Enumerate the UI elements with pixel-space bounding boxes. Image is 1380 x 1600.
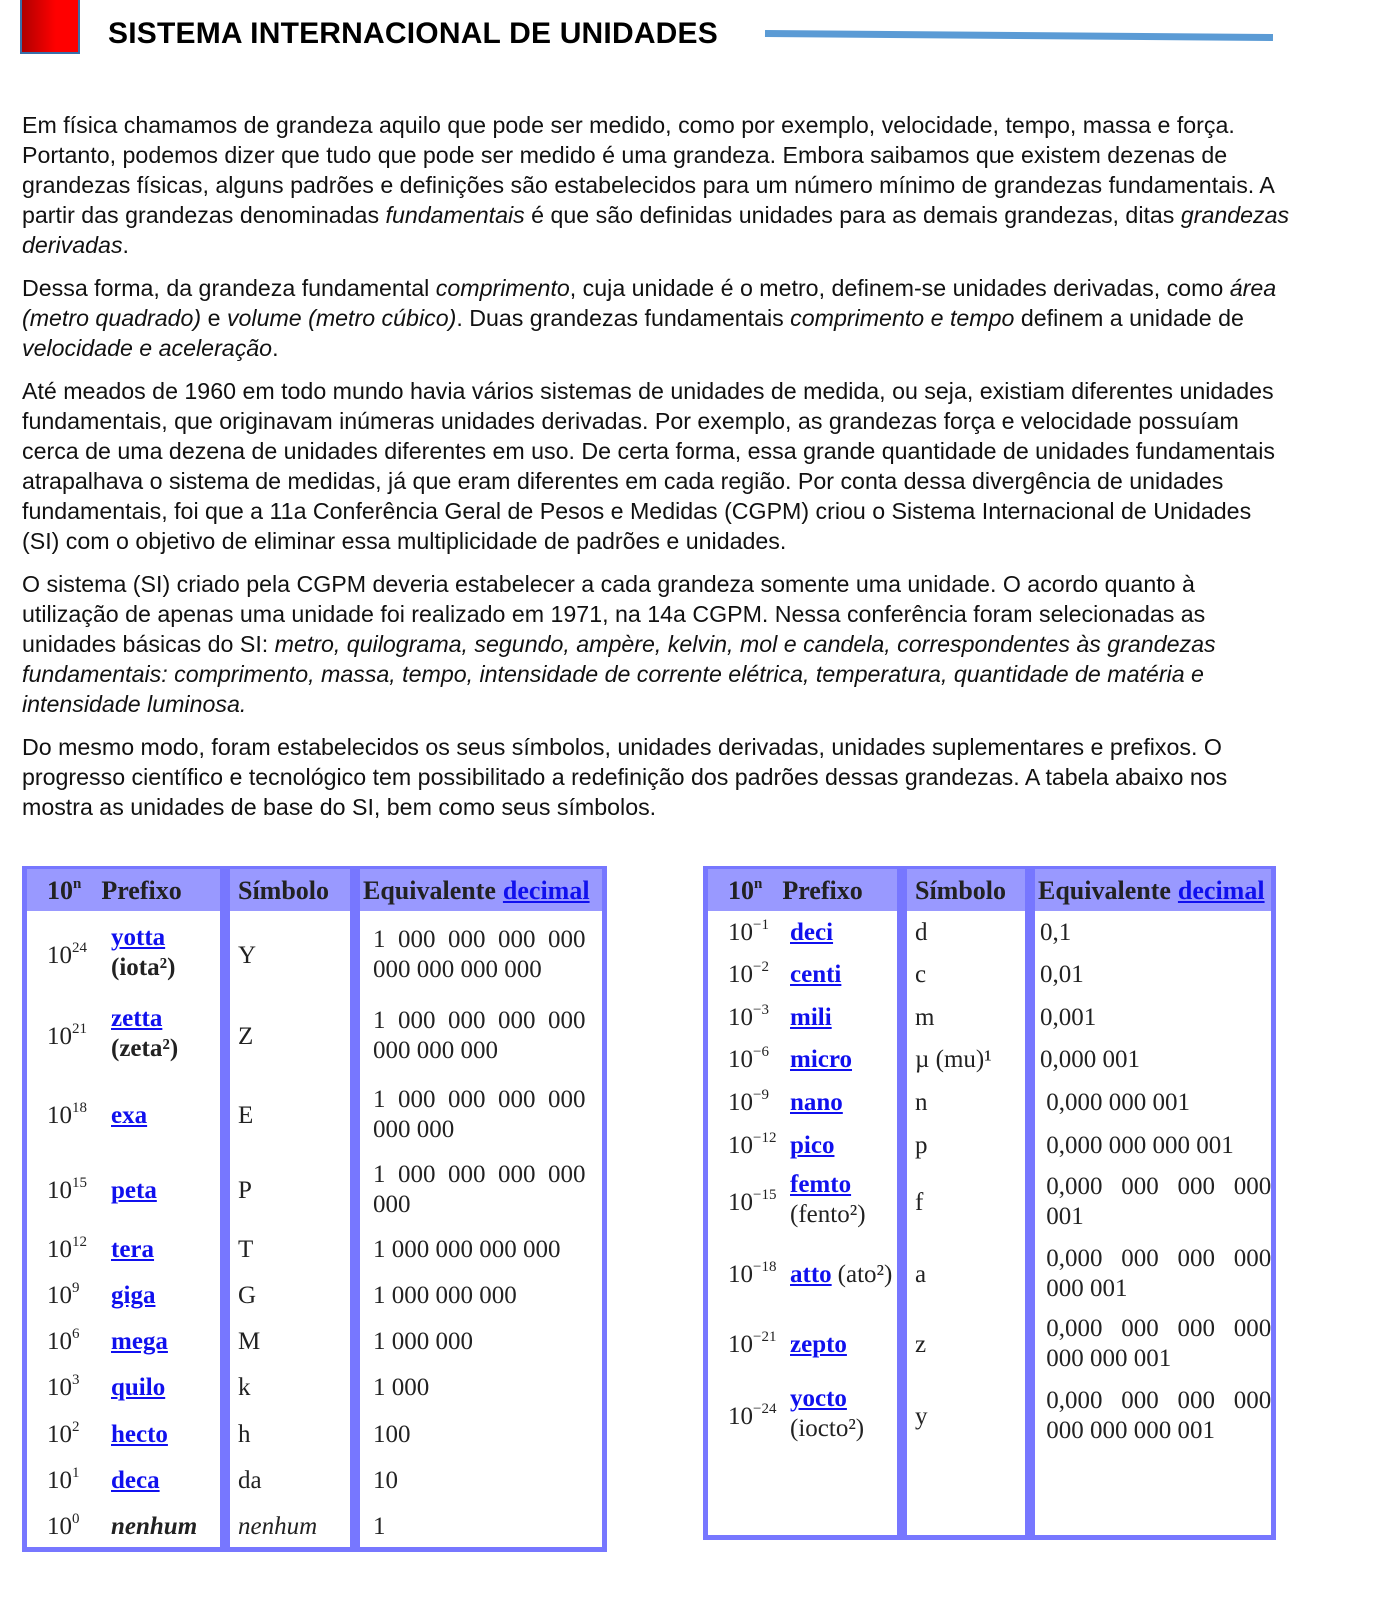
prefix-cell — [111, 923, 175, 983]
symbol-cell: z — [915, 1331, 927, 1358]
prefix-cell — [790, 1170, 866, 1230]
prefix-alt: (fento²) — [790, 1201, 866, 1228]
column-header — [27, 869, 220, 911]
equivalent-column — [1030, 866, 1276, 1540]
prefix-link[interactable]: pico — [790, 1132, 835, 1159]
power-base: 10 — [728, 1004, 753, 1031]
power-base: 10 — [47, 1421, 72, 1448]
power-base: 10 — [728, 1261, 753, 1288]
equivalent-cell — [373, 1235, 561, 1265]
header-equivalent: Equivalente — [1038, 876, 1171, 905]
prefix-cell — [111, 1281, 155, 1311]
column-header — [1035, 869, 1271, 911]
power-cell — [47, 1373, 80, 1403]
prefix-cell — [790, 1088, 843, 1118]
power-base: 10 — [47, 1328, 72, 1355]
symbol-cell: G — [238, 1282, 257, 1309]
power-exponent: 24 — [72, 940, 87, 956]
equivalent-line: 0,001 — [1040, 1004, 1097, 1031]
equivalent-cell — [1040, 918, 1071, 948]
power-cell — [728, 918, 769, 948]
equivalent-cell — [1040, 1386, 1271, 1446]
body-text — [22, 110, 1292, 835]
prefix-link[interactable]: zepto — [790, 1331, 847, 1358]
power-base: 10 — [728, 1331, 753, 1358]
column-header — [907, 869, 1025, 911]
equivalent-column — [355, 866, 607, 1552]
power-cell — [728, 1330, 776, 1360]
symbol-cell: k — [238, 1374, 251, 1401]
power-base: 10 — [728, 1046, 753, 1073]
prefix-link[interactable]: exa — [111, 1102, 148, 1129]
prefix-cell — [111, 1373, 165, 1403]
prefix-column — [22, 866, 225, 1552]
equivalent-cell — [373, 1006, 586, 1066]
prefix-cell — [790, 1045, 852, 1075]
power-cell — [728, 1088, 769, 1118]
equivalent-cell — [373, 1373, 429, 1403]
equivalent-line: 000 000 000 — [373, 1037, 498, 1064]
text-span: . — [272, 335, 279, 361]
equivalent-cell — [1040, 1045, 1140, 1075]
power-exponent: −18 — [753, 1259, 777, 1275]
equivalent-cell — [373, 1281, 517, 1311]
prefix-link[interactable]: deci — [790, 919, 834, 946]
prefix-link[interactable]: quilo — [111, 1374, 166, 1401]
prefix-cell — [790, 918, 833, 948]
symbol-cell: da — [238, 1467, 262, 1494]
symbol-cell: f — [915, 1189, 924, 1216]
power-base: 10 — [47, 942, 72, 969]
header-equivalent: Equivalente — [363, 876, 496, 905]
prefix-cell — [790, 1260, 892, 1290]
symbol-cell: y — [915, 1403, 928, 1430]
italic-text: metro, quilograma, segundo, ampère, kelvin, mol e candela, correspondentes às grandezas fundamentais: comprimento, massa, tempo, intensidade de corrente elétrica, temperatura, quantidade de matéria e intensidade luminosa. — [22, 631, 1216, 717]
title-red-marker — [20, 0, 80, 54]
symbol-cell: n — [915, 1089, 928, 1116]
paragraph — [22, 110, 1292, 260]
prefix-alt: (ato²) — [837, 1261, 893, 1288]
equivalent-line: 1 000 — [373, 1374, 430, 1401]
prefix-link[interactable]: hecto — [111, 1421, 168, 1448]
power-base: 10 — [728, 1189, 753, 1216]
symbol-cell: a — [915, 1261, 927, 1288]
column-header — [360, 869, 602, 911]
header-symbol: Símbolo — [915, 876, 1007, 905]
power-exponent: 12 — [72, 1234, 87, 1250]
equivalent-cell — [1040, 1314, 1271, 1374]
power-cell — [47, 1101, 87, 1131]
power-exponent: 6 — [72, 1326, 80, 1342]
prefix-cell — [111, 1235, 154, 1265]
power-cell — [728, 960, 769, 990]
equivalent-line: 1 000 000 000 000 — [373, 1161, 586, 1188]
paragraph — [22, 569, 1292, 719]
prefix-none: nenhum — [111, 1513, 198, 1540]
header-symbol: Símbolo — [238, 876, 330, 905]
equivalent-cell — [373, 925, 586, 985]
power-cell — [728, 1188, 776, 1218]
text-span: . Duas grandezas fundamentais — [456, 305, 791, 331]
italic-text: volume (metro cúbico) — [226, 305, 457, 331]
symbol-cell: c — [915, 961, 927, 988]
prefix-alt: (iota²) — [111, 954, 176, 981]
header-power-exp: n — [73, 876, 82, 892]
power-exponent: −24 — [753, 1401, 777, 1417]
prefix-cell — [111, 1420, 168, 1450]
text-span: Em física chamamos de grandeza aquilo que pode ser medido, como por exemplo, velocidade, tempo, massa e força. Portanto, podemos dizer que tudo que pode ser medido é uma grandeza. Embora saibamos que existem dezenas de grandezas físicas, alguns padrões e definições são estabelecidos para um número mínimo de grandezas fundamentais. A partir das grandezas denominadas — [22, 112, 1274, 228]
equivalent-line: 0,000 000 000 000 — [1040, 1245, 1272, 1272]
column-header — [708, 869, 897, 911]
power-exponent: 0 — [72, 1511, 80, 1527]
power-exponent: 18 — [72, 1100, 87, 1116]
prefix-link[interactable]: centi — [790, 961, 842, 988]
equivalent-line: 0,000 000 000 000 — [1040, 1315, 1272, 1342]
equivalent-line: 000 000 000 000 — [373, 956, 542, 983]
symbol-cell: h — [238, 1421, 251, 1448]
text-span: Até meados de 1960 em todo mundo havia vários sistemas de unidades de medida, ou seja, existiam diferentes unidades fundamentais, que originavam inúmeras unidades derivadas. Por exemplo, as grandezas força e velocidade possuíam cerca de uma dezena de unidades diferentes em uso. De certa forma, essa grande quantidade de unidades fundamentais atrapalhava o sistema de medidas, já que eram diferentes em cada região. Por conta dessa divergência de unidades fundamentais, foi que a 11a Conferência Geral de Pesos e Medidas (CGPM) criou o Sistema Internacional de Unidades (SI) com o objetivo de eliminar essa multiplicidade de padrões e unidades. — [22, 378, 1275, 554]
power-cell — [728, 1260, 776, 1290]
power-base: 10 — [47, 1102, 72, 1129]
power-base: 10 — [47, 1374, 72, 1401]
power-base: 10 — [728, 961, 753, 988]
equivalent-cell — [373, 1327, 473, 1357]
power-exponent: 9 — [72, 1280, 80, 1296]
header-power: 10 — [47, 876, 73, 905]
prefix-cell — [790, 960, 841, 990]
prefix-link[interactable]: giga — [111, 1282, 156, 1309]
power-cell — [47, 1466, 80, 1496]
equivalent-line: 0,1 — [1040, 919, 1072, 946]
power-cell — [47, 1420, 80, 1450]
power-exponent: −21 — [753, 1329, 777, 1345]
power-base: 10 — [47, 1177, 72, 1204]
equivalent-line: 000 000 — [373, 1116, 455, 1143]
symbol-column — [225, 866, 355, 1552]
page-title: SISTEMA INTERNACIONAL DE UNIDADES — [108, 17, 718, 50]
prefix-cell — [111, 1466, 160, 1496]
symbol-cell: p — [915, 1132, 928, 1159]
prefix-link[interactable]: zetta — [111, 1005, 163, 1032]
equivalent-line: 1 000 000 — [373, 1328, 473, 1355]
prefix-link[interactable]: yocto — [790, 1385, 847, 1412]
equivalent-line: 0,000 000 001 — [1040, 1089, 1190, 1116]
equivalent-line: 1 000 000 000 000 — [373, 926, 586, 953]
text-span: definem a unidade de — [1014, 305, 1244, 331]
power-exponent: −3 — [753, 1002, 769, 1018]
paragraph — [22, 273, 1292, 363]
symbol-cell: m — [915, 1004, 935, 1031]
equivalent-cell — [1040, 960, 1084, 990]
equivalent-line: 0,000 001 — [1040, 1046, 1140, 1073]
italic-text: grandezas derivadas — [22, 202, 1290, 258]
power-base: 10 — [47, 1236, 72, 1263]
power-exponent: 15 — [72, 1175, 87, 1191]
prefix-link[interactable]: nano — [790, 1089, 843, 1116]
equivalent-line: 1 — [373, 1513, 386, 1540]
text-span: Do mesmo modo, foram estabelecidos os seus símbolos, unidades derivadas, unidades suplementares e prefixos. O progresso científico e tecnológico tem possibilitado a redefinição dos padrões dessas grandezas. A tabela abaixo nos mostra as unidades de base do SI, bem como seus símbolos. — [22, 734, 1228, 820]
symbol-cell: M — [238, 1328, 261, 1355]
power-exponent: −12 — [753, 1130, 777, 1146]
equivalent-line: 0,000 000 000 000 — [1040, 1173, 1272, 1200]
equivalent-cell — [1040, 1131, 1234, 1161]
header-prefix: Prefixo — [782, 876, 863, 905]
header-power: 10 — [728, 876, 754, 905]
symbol-cell: Y — [238, 942, 257, 969]
symbol-cell: E — [238, 1102, 254, 1129]
prefix-link[interactable]: atto — [790, 1261, 832, 1288]
power-exponent: −1 — [753, 917, 769, 933]
equivalent-line: 000 — [373, 1191, 411, 1218]
equivalent-cell — [1040, 1088, 1190, 1118]
power-exponent: −15 — [753, 1187, 777, 1203]
prefix-cell — [111, 1512, 197, 1542]
equivalent-cell — [373, 1085, 586, 1145]
power-base: 10 — [47, 1513, 72, 1540]
prefix-column — [703, 866, 902, 1540]
power-base: 10 — [728, 1132, 753, 1159]
equivalent-line: 100 — [373, 1421, 411, 1448]
equivalent-cell — [1040, 1003, 1096, 1033]
power-exponent: 3 — [72, 1372, 80, 1388]
decimal-link[interactable]: decimal — [502, 876, 590, 905]
power-exponent: −2 — [753, 959, 769, 975]
decimal-link[interactable]: decimal — [1177, 876, 1265, 905]
equivalent-cell — [1040, 1172, 1271, 1232]
power-base: 10 — [728, 1089, 753, 1116]
text-span: é que são definidas unidades para as demais grandezas, ditas — [524, 202, 1181, 228]
equivalent-line: 000 000 001 — [1040, 1345, 1172, 1372]
title-divider-line — [765, 30, 1273, 41]
power-base: 10 — [47, 1282, 72, 1309]
equivalent-cell — [1040, 1244, 1271, 1304]
equivalent-cell — [373, 1512, 386, 1542]
italic-text: velocidade e aceleração — [22, 335, 273, 361]
power-base: 10 — [728, 1403, 753, 1430]
equivalent-line: 0,000 000 000 001 — [1040, 1132, 1234, 1159]
power-cell — [47, 1327, 80, 1357]
power-cell — [47, 941, 87, 971]
prefix-alt: (zeta²) — [111, 1035, 179, 1062]
prefix-cell — [111, 1101, 147, 1131]
symbol-cell: d — [915, 919, 928, 946]
power-cell — [728, 1045, 769, 1075]
symbol-cell: Z — [238, 1023, 254, 1050]
power-exponent: 21 — [72, 1021, 87, 1037]
power-cell — [728, 1402, 776, 1432]
prefix-cell — [111, 1176, 157, 1206]
text-span: . — [122, 232, 129, 258]
equivalent-cell — [373, 1420, 411, 1450]
power-cell — [728, 1131, 776, 1161]
italic-text: área (metro quadrado) — [22, 275, 1277, 331]
power-cell — [47, 1235, 87, 1265]
prefix-cell — [111, 1327, 168, 1357]
equivalent-line: 001 — [1040, 1203, 1084, 1230]
prefix-cell — [790, 1131, 834, 1161]
text-span: Dessa forma, da grandeza fundamental — [22, 275, 436, 301]
header-power-exp: n — [754, 876, 763, 892]
prefix-link[interactable]: deca — [111, 1467, 160, 1494]
symbol-cell: nenhum — [238, 1513, 318, 1540]
equivalent-line: 10 — [373, 1467, 398, 1494]
prefix-alt: (iocto²) — [790, 1415, 865, 1442]
equivalent-line: 0,000 000 000 000 — [1040, 1387, 1272, 1414]
header-prefix: Prefixo — [101, 876, 182, 905]
equivalent-line: 1 000 000 000 000 — [373, 1007, 586, 1034]
paragraph — [22, 732, 1292, 822]
power-base: 10 — [728, 919, 753, 946]
prefix-link[interactable]: femto — [790, 1171, 852, 1198]
power-exponent: 1 — [72, 1465, 80, 1481]
power-cell — [47, 1176, 87, 1206]
paragraph — [22, 376, 1292, 556]
italic-text: fundamentais — [385, 202, 525, 228]
italic-text: comprimento — [435, 275, 570, 301]
equivalent-cell — [373, 1466, 398, 1496]
prefix-cell — [111, 1004, 178, 1064]
equivalent-line: 0,01 — [1040, 961, 1084, 988]
equivalent-line: 1 000 000 000 000 — [373, 1236, 561, 1263]
symbol-column — [902, 866, 1030, 1540]
power-base: 10 — [47, 1467, 72, 1494]
prefix-link[interactable]: peta — [111, 1177, 157, 1204]
italic-text: comprimento e tempo — [790, 305, 1015, 331]
symbol-cell: P — [238, 1177, 252, 1204]
prefix-link[interactable]: yotta — [111, 924, 166, 951]
prefix-cell — [790, 1330, 847, 1360]
power-cell — [728, 1003, 769, 1033]
text-span: , cuja unidade é o metro, definem-se unidades derivadas, como — [569, 275, 1230, 301]
prefix-cell — [790, 1384, 864, 1444]
text-span: e — [201, 305, 227, 331]
symbol-cell: µ (mu)¹ — [915, 1046, 992, 1073]
power-exponent: −9 — [753, 1087, 769, 1103]
power-exponent: 2 — [72, 1419, 80, 1435]
text-span: O sistema (SI) criado pela CGPM deveria estabelecer a cada grandeza somente uma unidade. O acordo quanto à utilização de apenas uma unidade foi realizado em 1971, na 14a CGPM. Nessa conferência foram selecionadas as unidades básicas do SI: — [22, 571, 1206, 657]
prefix-link[interactable]: mili — [790, 1004, 832, 1031]
equivalent-line: 000 001 — [1040, 1275, 1128, 1302]
equivalent-line: 1 000 000 000 — [373, 1282, 517, 1309]
power-base: 10 — [47, 1023, 72, 1050]
prefix-link[interactable]: mega — [111, 1328, 168, 1355]
power-cell — [47, 1512, 80, 1542]
equivalent-cell — [373, 1160, 586, 1220]
equivalent-line: 1 000 000 000 000 — [373, 1086, 586, 1113]
power-exponent: −6 — [753, 1044, 769, 1060]
prefix-cell — [790, 1003, 832, 1033]
power-cell — [47, 1022, 87, 1052]
power-cell — [47, 1281, 80, 1311]
prefix-link[interactable]: micro — [790, 1046, 853, 1073]
prefix-link[interactable]: tera — [111, 1236, 155, 1263]
equivalent-line: 000 000 000 001 — [1040, 1417, 1215, 1444]
symbol-cell: T — [238, 1236, 254, 1263]
column-header — [230, 869, 350, 911]
